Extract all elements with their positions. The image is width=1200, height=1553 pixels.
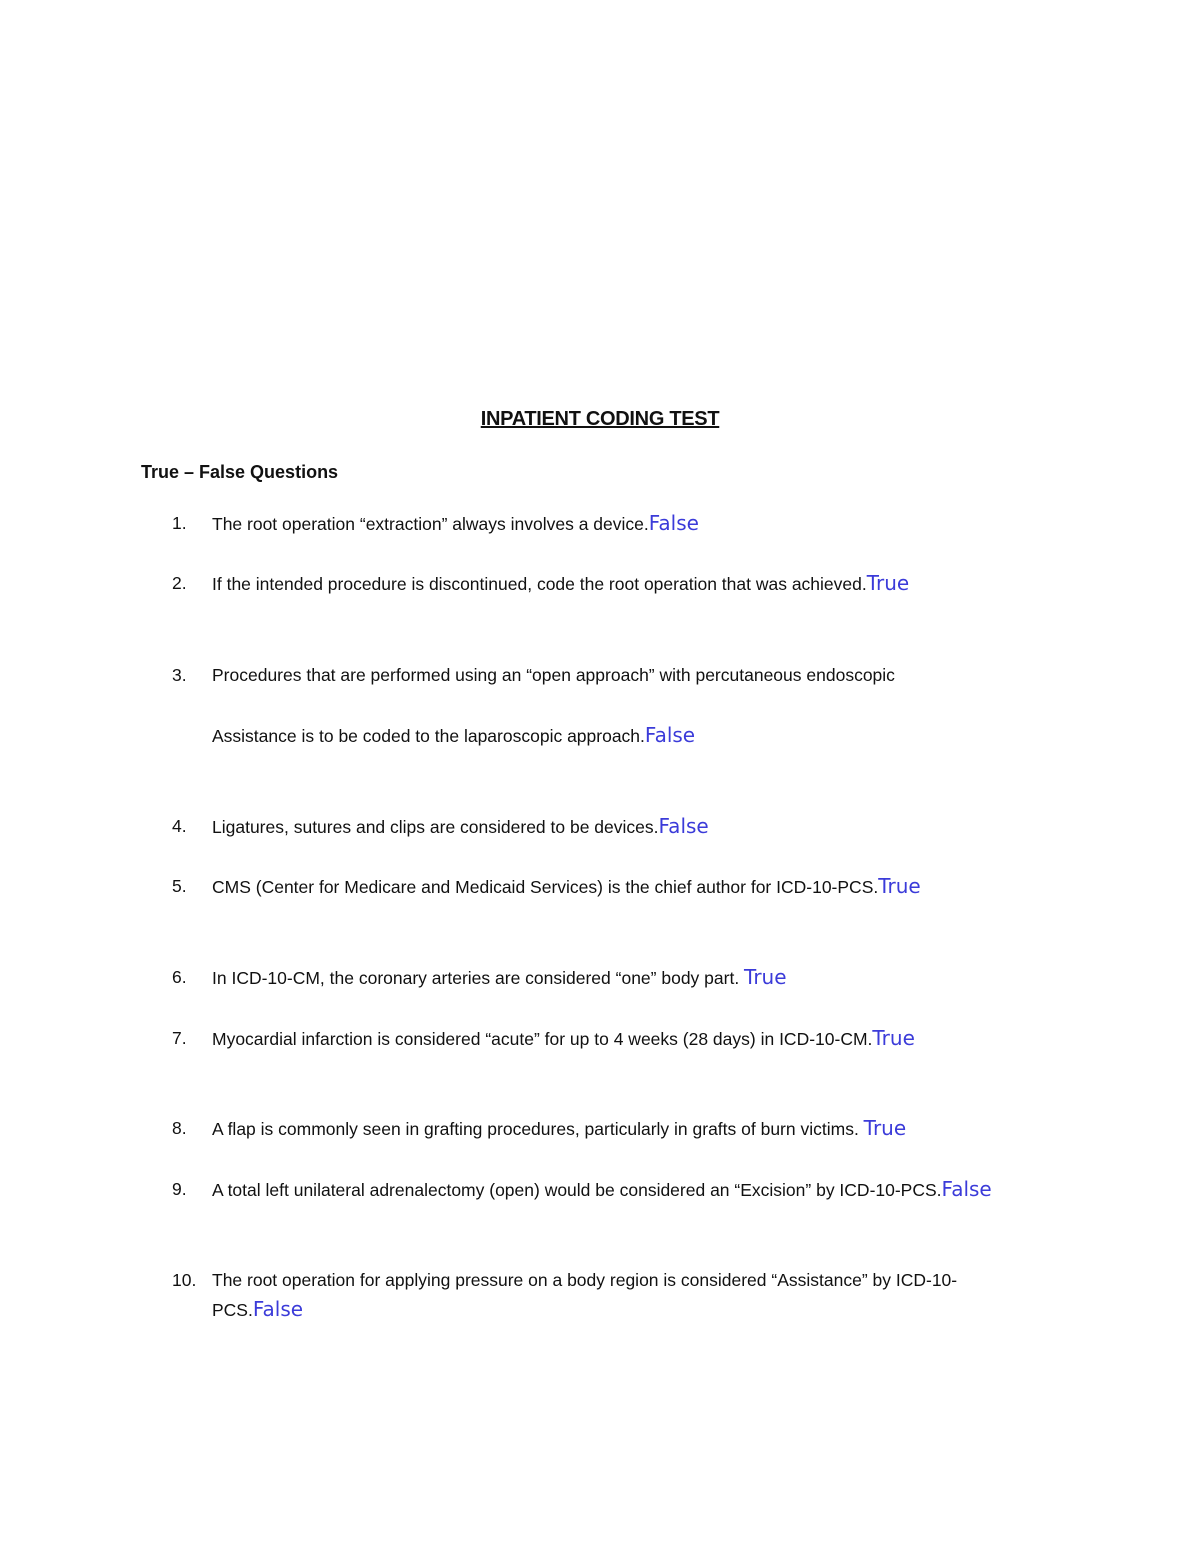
question-number: 6. <box>172 967 187 987</box>
answer-true: True <box>872 1026 915 1050</box>
answer-false: False <box>658 814 709 838</box>
answer-true: True <box>863 1116 907 1140</box>
answer-true: True <box>744 965 787 989</box>
question-number: 2. <box>172 573 187 593</box>
question-text-line2: PCS.False <box>212 1297 304 1321</box>
page-title: INPATIENT CODING TEST <box>480 408 720 430</box>
question-text: A flap is commonly seen in grafting procedures, particularly in grafts of burn victims. True <box>212 1116 907 1140</box>
question-text: If the intended procedure is discontinued, code the root operation that was achieved.True <box>212 571 910 595</box>
section-heading: True – False Questions <box>141 462 339 482</box>
question-number: 10. <box>172 1270 197 1290</box>
question-number: 5. <box>172 876 187 896</box>
question-text: CMS (Center for Medicare and Medicaid Services) is the chief author for ICD-10-PCS.True <box>212 874 921 898</box>
question-text: The root operation “extraction” always involves a device.False <box>212 511 699 535</box>
question-number: 9. <box>172 1179 187 1199</box>
question-text: Myocardial infarction is considered “acute” for up to 4 weeks (28 days) in ICD-10-CM.True <box>212 1026 915 1050</box>
answer-false: False <box>252 1297 304 1321</box>
answer-true: True <box>866 571 910 595</box>
question-text: A total left unilateral adrenalectomy (open) would be considered an “Excision” by ICD-10-PCS.False <box>212 1177 992 1201</box>
question-number: 4. <box>172 816 187 836</box>
question-text: Procedures that are performed using an “open approach” with percutaneous endoscopic <box>212 665 895 685</box>
question-number: 8. <box>172 1118 187 1138</box>
question-text-line2: Assistance is to be coded to the laparoscopic approach.False <box>212 723 696 747</box>
answer-false: False <box>941 1177 992 1201</box>
question-text: Ligatures, sutures and clips are considered to be devices.False <box>212 814 709 838</box>
answer-false: False <box>648 511 699 535</box>
question-number: 7. <box>172 1028 187 1048</box>
question-text: The root operation for applying pressure on a body region is considered “Assistance” by ICD-10- <box>212 1270 958 1290</box>
answer-true: True <box>878 874 921 898</box>
answer-false: False <box>644 723 696 747</box>
question-number: 3. <box>172 665 187 685</box>
question-text: In ICD-10-CM, the coronary arteries are considered “one” body part. True <box>212 965 787 989</box>
question-number: 1. <box>172 513 187 533</box>
